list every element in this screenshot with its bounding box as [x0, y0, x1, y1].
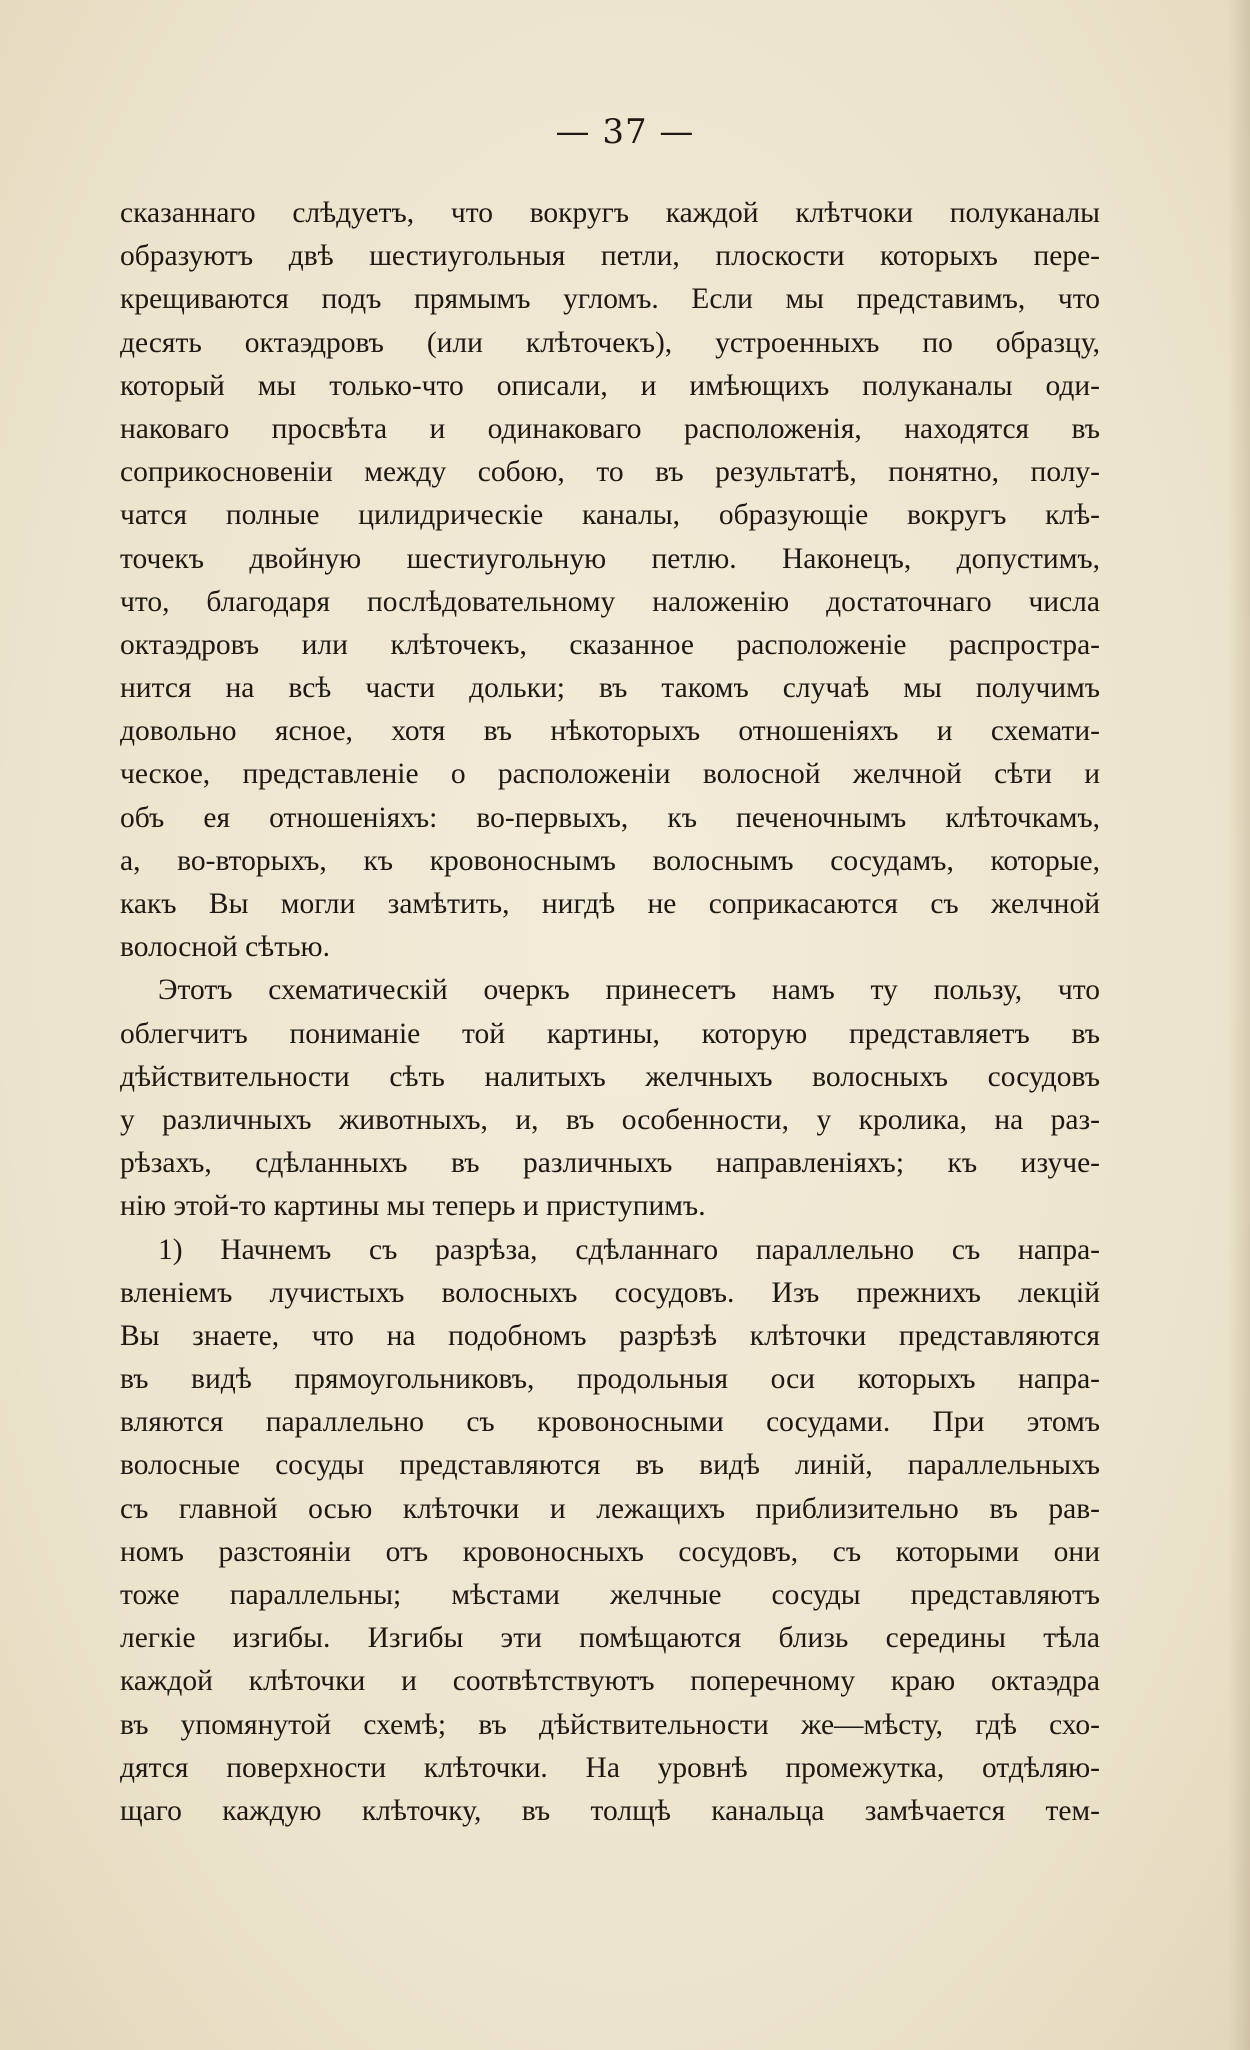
text-line: нится на всѣ части дольки; въ такомъ случаѣ мы получимъ — [120, 672, 1100, 705]
text-line: ческое, представленіе о расположеніи волосной желчной сѣти и — [120, 758, 1100, 791]
text-line: дятся поверхности клѣточки. На уровнѣ промежутка, отдѣляю- — [120, 1751, 1100, 1784]
text-line: а, во-вторыхъ, къ кровоноснымъ волоснымъ сосудамъ, которые, — [120, 844, 1100, 877]
paragraph — [120, 1229, 1100, 1834]
text-line: вленіемъ лучистыхъ волосныхъ сосудовъ. Изъ прежнихъ лекцій — [120, 1276, 1100, 1309]
text-line: въ упомянутой схемѣ; въ дѣйствительности же—мѣсту, гдѣ схо- — [120, 1708, 1100, 1741]
text-line: что, благодаря послѣдовательному наложенію достаточнаго числа — [120, 585, 1100, 618]
text-line: легкіе изгибы. Изгибы эти помѣщаются близь середины тѣла — [120, 1622, 1100, 1655]
text-line: дѣйствительности сѣть налитыхъ желчныхъ волосныхъ сосудовъ — [120, 1060, 1100, 1093]
text-line: десять октаэдровъ (или клѣточекъ), устроенныхъ по образцу, — [120, 326, 1100, 359]
text-line: Вы знаете, что на подобномъ разрѣзѣ клѣточки представляются — [120, 1319, 1100, 1352]
text-line: съ главной осью клѣточки и лежащихъ приблизительно въ рав- — [120, 1492, 1100, 1525]
text-line: тоже параллельны; мѣстами желчные сосуды представляютъ — [120, 1579, 1100, 1611]
text-line: объ ея отношеніяхъ: во-первыхъ, къ печеночнымъ клѣточкамъ, — [120, 801, 1100, 834]
text-line: Этотъ схематическій очеркъ принесетъ намъ ту пользу, что — [158, 974, 1100, 1007]
text-line: въ видѣ прямоугольниковъ, продольныя оси которыхъ напра- — [120, 1363, 1100, 1396]
text-line: чатся полные цилидрическіе каналы, образующіе вокругъ клѣ- — [120, 499, 1100, 532]
text-line: номъ разстояніи отъ кровоносныхъ сосудовъ, съ которыми они — [120, 1535, 1100, 1568]
text-line: каждой клѣточки и соотвѣтствуютъ поперечному краю октаэдра — [120, 1665, 1100, 1698]
text-line: нію этой-то картины мы теперь и приступимъ. — [120, 1190, 706, 1223]
text-line: октаэдровъ или клѣточекъ, сказанное расположеніе распростра- — [120, 628, 1100, 661]
text-line: облегчитъ пониманіе той картины, которую представляетъ въ — [120, 1017, 1100, 1050]
text-line: который мы только-что описали, и имѣющихъ полуканалы оди- — [120, 369, 1100, 402]
page-edge-shadow — [1228, 0, 1250, 2050]
text-line: волосной сѣтью. — [120, 931, 330, 964]
text-line: сказаннаго слѣдуетъ, что вокругъ каждой клѣтчоки полуканалы — [120, 197, 1100, 229]
text-line: довольно ясное, хотя въ нѣкоторыхъ отношеніяхъ и схемати- — [120, 715, 1100, 748]
paragraph — [120, 969, 1100, 1228]
text-line: образуютъ двѣ шестиугольныя петли, плоскости которыхъ пере- — [120, 240, 1100, 273]
text-line: наковаго просвѣта и одинаковаго расположенія, находятся въ — [120, 412, 1100, 445]
text-line: какъ Вы могли замѣтить, нигдѣ не соприкасаются съ желчной — [120, 888, 1100, 920]
page-number: — 37 — — [555, 112, 695, 152]
text-line: крещиваются подъ прямымъ угломъ. Если мы представимъ, что — [120, 283, 1100, 316]
text-line: рѣзахъ, сдѣланныхъ въ различныхъ направленіяхъ; къ изуче- — [120, 1147, 1100, 1180]
text-line: вляются параллельно съ кровоносными сосудами. При этомъ — [120, 1406, 1100, 1439]
text-line: у различныхъ животныхъ, и, въ особенности, у кролика, на раз- — [120, 1103, 1100, 1136]
text-line: щаго каждую клѣточку, въ толщѣ канальца замѣчается тем- — [120, 1794, 1100, 1827]
text-line: соприкосновеніи между собою, то въ результатѣ, понятно, полу- — [120, 456, 1100, 489]
body-text — [120, 192, 1100, 1833]
text-line: волосные сосуды представляются въ видѣ линій, параллельныхъ — [120, 1449, 1100, 1482]
paragraph — [120, 192, 1100, 969]
text-line: точекъ двойную шестиугольную петлю. Наконецъ, допустимъ, — [120, 542, 1100, 575]
text-line: 1) Начнемъ съ разрѣза, сдѣланнаго параллельно съ напра- — [158, 1233, 1100, 1266]
